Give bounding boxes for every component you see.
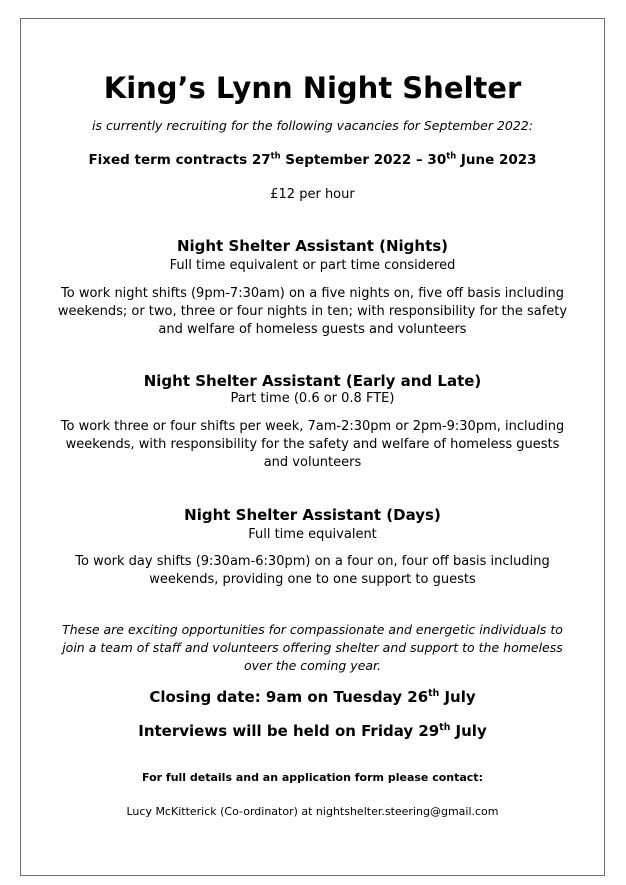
job-description-nights: To work night shifts (9pm-7:30am) on a five nights on, five off basis including weekends; or two, three or four nights in ten; with responsibility for the safety and welfare of homeless guests and volunteers [57,286,568,337]
closing-date-sup: th [428,688,440,699]
job-title-nights: Night Shelter Assistant (Nights) [176,237,449,255]
closing-date [20,687,605,707]
interview-date-sup: th [439,722,451,733]
contract-dates-suffix: June 2023 [456,152,537,168]
job-description-early-late: To work three or four shifts per week, 7am-2:30pm or 2pm-9:30pm, including weekends, with responsibility for the safety and welfare of homeless guests and volunteers [60,419,565,470]
opportunity-note: These are exciting opportunities for compassionate and energetic individuals to join a team of staff and volunteers offering shelter and support to the homeless over the coming year. [62,622,563,673]
job-subtitle-nights: Full time equivalent or part time considered [169,258,456,273]
closing-date-prefix: Closing date: 9am on Tuesday 26 [149,688,429,706]
contract-dates-sup1: th [270,150,281,161]
pay-rate: £12 per hour [270,187,355,202]
contract-dates-prefix: Fixed term contracts 27 [88,152,271,168]
job-title-days: Night Shelter Assistant (Days) [184,506,441,524]
job-description-days: To work day shifts (9:30am-6:30pm) on a four on, four off basis including weekends, providing one to one support to guests [75,554,550,587]
interview-date-suffix: July [450,722,487,740]
job-subtitle-days: Full time equivalent [248,527,377,542]
contract-dates-middle: September 2022 – 30 [280,152,447,168]
contact-heading: For full details and an application form please contact: [142,771,483,784]
interview-date-prefix: Interviews will be held on Friday 29 [138,722,440,740]
intro-text: is currently recruiting for the following vacancies for September 2022: [92,118,533,133]
contract-dates-sup2: th [446,150,457,161]
job-title-early-late: Night Shelter Assistant (Early and Late) [143,372,482,390]
contact-details: Lucy McKitterick (Co-ordinator) at nightshelter.steering@gmail.com [126,805,499,818]
closing-date-suffix: July [439,688,476,706]
page-title: King’s Lynn Night Shelter [103,71,522,105]
job-subtitle-early-late: Part time (0.6 or 0.8 FTE) [230,391,395,406]
contract-dates [20,151,605,169]
interview-date [20,721,605,741]
